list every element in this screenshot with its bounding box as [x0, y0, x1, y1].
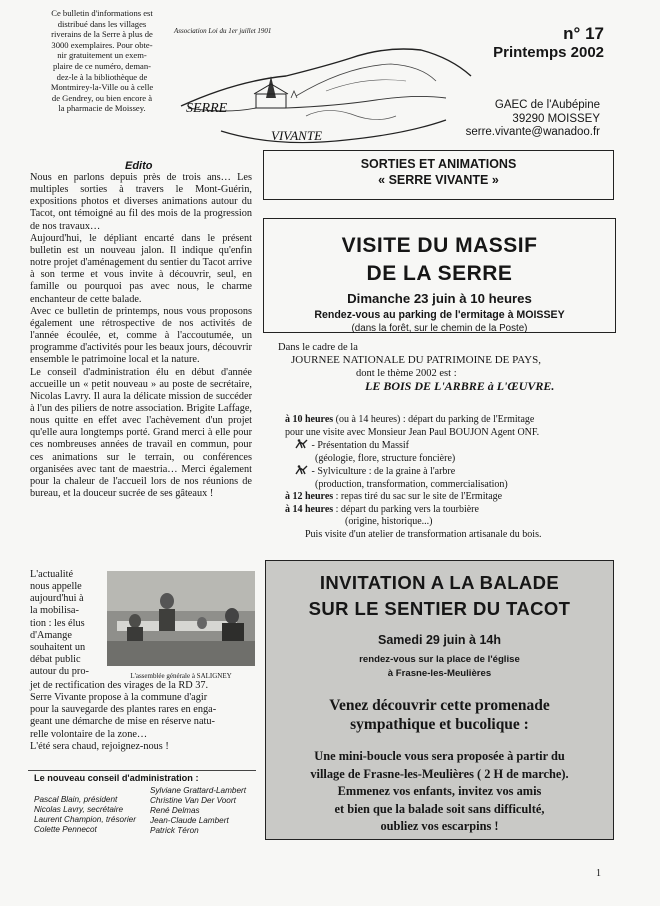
note-line: Ce bulletin d'informations est	[51, 8, 153, 18]
edito-paragraph: Avec ce bulletin de printemps, nous vous proposons également une rétrospective de nos activités de l'année écoulée, et, comme à l'accoutumée, un programme d'activités pour les beaux jours, découvrir ensemble le patrimoine local et la nature.	[30, 305, 252, 366]
note-line: la pharmacie de Moissey.	[58, 103, 146, 114]
email-link[interactable]: serre.vivante@wanadoo.fr	[465, 126, 600, 139]
sorties-header-box	[263, 150, 614, 200]
note-line: 3000 exemplaires. Pour obte-	[51, 39, 153, 50]
programme-sub: (production, transformation, commercialisation)	[315, 478, 508, 490]
council-list-right	[150, 786, 246, 836]
walk-meeting-line: rendez-vous sur la place de l'église	[359, 654, 520, 665]
issue-number: n° 17	[563, 24, 604, 43]
walk-subtitle	[266, 696, 613, 734]
actualite-column	[30, 569, 106, 678]
cadre-theme: LE BOIS DE L'ARBRE à L'ŒUVRE.	[365, 379, 555, 393]
contact-address	[440, 99, 600, 140]
programme-text: (ou à 14 heures) : départ du parking de l'Ermitage	[333, 414, 535, 425]
programme-time: à 12 heures	[285, 491, 334, 502]
actu-line: souhaitent un	[30, 641, 86, 653]
actu-line: Serre Vivante propose à la commune d'agir	[30, 692, 208, 704]
actu-line: la mobilisa-	[30, 605, 79, 617]
council-list-left	[34, 795, 136, 835]
council-member: Pascal Blain, président	[34, 795, 118, 804]
sorties-line1: SORTIES ET ANIMATIONS	[360, 157, 517, 171]
programme-text: : repas tiré du sac sur le site de l'Ermitage	[333, 491, 503, 502]
council-member: Colette Pennecot	[34, 825, 97, 834]
association-label: Association Loi du 1er juillet 1901	[174, 27, 272, 35]
walk-body-line: village de Frasne-les-Meulières ( 2 H de marche).	[310, 766, 569, 781]
heritage-day-intro	[273, 341, 613, 393]
actu-line: autour du pro-	[30, 666, 89, 678]
actu-line: L'été sera chaud, rejoignez-nous !	[30, 740, 169, 752]
sorties-line2: « SERRE VIVANTE »	[378, 173, 499, 187]
massif-title-line1: VISITE DU MASSIF	[341, 234, 538, 257]
cadre-line: Dans le cadre de la	[278, 342, 358, 353]
council-box	[28, 770, 256, 847]
actu-line: pour la sauvegarde des plantes rares en enga-	[30, 704, 217, 716]
programme-item	[285, 491, 615, 504]
edito-paragraph: Nous en parlons depuis près de trois ans… Les multiples sorties à travers le Mont-Guérin, expositions photos et diverses animations autour du Tacot, ont témoigné au fil des mois de la progression de nos travaux…	[30, 172, 252, 232]
programme-line: pour une visite avec Monsieur Jean Paul BOUJON Agent ONF.	[285, 426, 540, 438]
actu-line: tion : les élus	[30, 617, 85, 629]
serre-vivante-logo	[176, 36, 476, 146]
walk-body-line: Emmenez vos enfants, invitez vos amis	[337, 784, 542, 798]
edito-text	[30, 172, 252, 500]
programme-time: à 14 heures	[285, 503, 334, 515]
council-member: Christine Van Der Voort	[150, 796, 236, 805]
walk-title-line2: SUR LE SENTIER DU TACOT	[308, 598, 571, 619]
walk-subtitle-line: Venez découvrir cette promenade	[329, 697, 550, 714]
walk-meeting-line: à Frasne-les-Meulières	[387, 668, 492, 679]
walk-subtitle-line: sympathique et bucolique :	[350, 716, 529, 733]
council-member: Jean-Claude Lambert	[150, 816, 229, 825]
note-line: riverains de la Serre à plus de	[51, 29, 153, 40]
note-line: Montmirey-la-Ville ou à celle	[50, 82, 154, 93]
council-member: Nicolas Lavry, secrétaire	[34, 805, 124, 814]
walk-meeting	[266, 653, 613, 681]
programme-closing: Puis visite d'un atelier de transformation artisanale du bois.	[305, 528, 542, 540]
council-member: Sylviane Grattard-Lambert	[150, 786, 247, 795]
note-line: nir gratuitement un exem-	[57, 50, 147, 61]
season-label: Printemps 2002	[493, 44, 604, 61]
actu-line: relle volontaire de la zone…	[30, 728, 148, 740]
programme-item	[285, 414, 615, 427]
distribution-note	[40, 8, 164, 114]
walk-invitation-box	[265, 560, 614, 840]
council-member: René Delmas	[150, 806, 200, 815]
logo-text-serre: SERRE	[186, 101, 228, 116]
programme-item	[285, 504, 615, 517]
programme-sub: (origine, historique...)	[345, 516, 433, 527]
programme-time: à 10 heures	[285, 414, 334, 425]
hiker-icon	[295, 439, 309, 449]
photo-caption: L'assemblée générale à SALIGNEY	[130, 672, 232, 680]
edito-paragraph: Le conseil d'administration élu en début d'année accueille un « petit nouveau » au poste de secrétaire, Nicolas Lavry. Il aura la délicate mission de succéder à l'un des piliers de notre association. Brigite Laffage, nous quitte en effet avec l'achèvement d'un projet qu'elle aura longtemps porté. Grand merci à elle pour ces nombreuses années de travail en commun, pour ces animations sur le terrain, ou conférences organisées avec tant de maestria… Merci également pour la chaleur de l'accueil lors de nos réunions de bureau, et la douceur sucrée de ses gâteaux !	[30, 366, 252, 500]
edito-paragraph: Aujourd'hui, le dépliant encarté dans le présent bulletin est un nouveau jalon. Il indique qu'enfin notre projet d'aménagement du sentier du Tacot arrive à son terme et vous invite à découvrir, seul, en famille ou pourquoi pas avec nous, le charme enchanteur de cette balade.	[30, 232, 252, 305]
address-line: GAEC de l'Aubépine	[494, 99, 600, 111]
note-line: distribué dans les villages	[57, 18, 147, 29]
actualite-rest	[30, 680, 252, 753]
council-member: Laurent Champion, trésorier	[34, 815, 136, 824]
cadre-line: JOURNEE NATIONALE DU PATRIMOINE DE PAYS,	[291, 354, 541, 366]
note-line: de Gendrey, ou bien encore à	[51, 92, 153, 103]
note-line: plaire de ce numéro, deman-	[52, 60, 152, 71]
walk-body-line: Une mini-boucle vous sera proposée à partir du	[314, 749, 565, 763]
council-title: Le nouveau conseil d'administration :	[34, 773, 199, 783]
actu-line: L'actualité	[30, 569, 74, 580]
assembly-photo	[107, 571, 255, 666]
walk-description	[266, 748, 613, 836]
edito-title: Edito	[125, 160, 153, 172]
actu-line: débat public	[30, 654, 81, 666]
walk-body-line: oubliez vos escarpins !	[380, 819, 499, 833]
massif-meeting: Rendez-vous au parking de l'ermitage à MOISSEY	[314, 309, 565, 321]
hiker-icon	[295, 465, 309, 475]
page-number: 1	[596, 868, 601, 879]
council-member: Patrick Téron	[150, 826, 199, 835]
actu-line: geant une démarche de mise en réserve natu-	[30, 716, 215, 728]
actu-line: d'Amange	[30, 629, 72, 641]
programme-bullet-text: - Présentation du Massif	[311, 440, 409, 451]
massif-location: (dans la forêt, sur le chemin de la Poste)	[351, 323, 528, 334]
programme-bullet	[285, 465, 615, 479]
actu-line: aujourd'hui à	[30, 593, 84, 605]
note-line: dez-le à la bibliothèque de	[56, 71, 148, 82]
programme-text: : départ du parking vers la tourbière	[333, 503, 479, 515]
actu-line: nous appelle	[30, 581, 82, 593]
walk-date: Samedi 29 juin à 14h	[378, 633, 501, 647]
cadre-line: dont le thème 2002 est :	[356, 368, 457, 379]
walk-title-line1: INVITATION A LA BALADE	[319, 572, 560, 593]
address-line: 39290 MOISSEY	[512, 112, 600, 125]
logo-text-vivante: VIVANTE	[271, 128, 323, 143]
massif-title-line2: DE LA SERRE	[366, 262, 513, 285]
actu-line: jet de rectification des virages de la RD 37.	[30, 680, 209, 691]
visit-programme	[285, 414, 615, 541]
massif-date: Dimanche 23 juin à 10 heures	[347, 291, 532, 306]
programme-bullet	[285, 439, 615, 453]
programme-sub: (géologie, flore, structure foncière)	[315, 452, 456, 464]
massif-visit-box	[263, 218, 616, 333]
walk-body-line: et bien que la balade soit sans difficulté,	[334, 801, 545, 816]
programme-bullet-text: - Sylviculture : de la graine à l'arbre	[311, 466, 456, 477]
